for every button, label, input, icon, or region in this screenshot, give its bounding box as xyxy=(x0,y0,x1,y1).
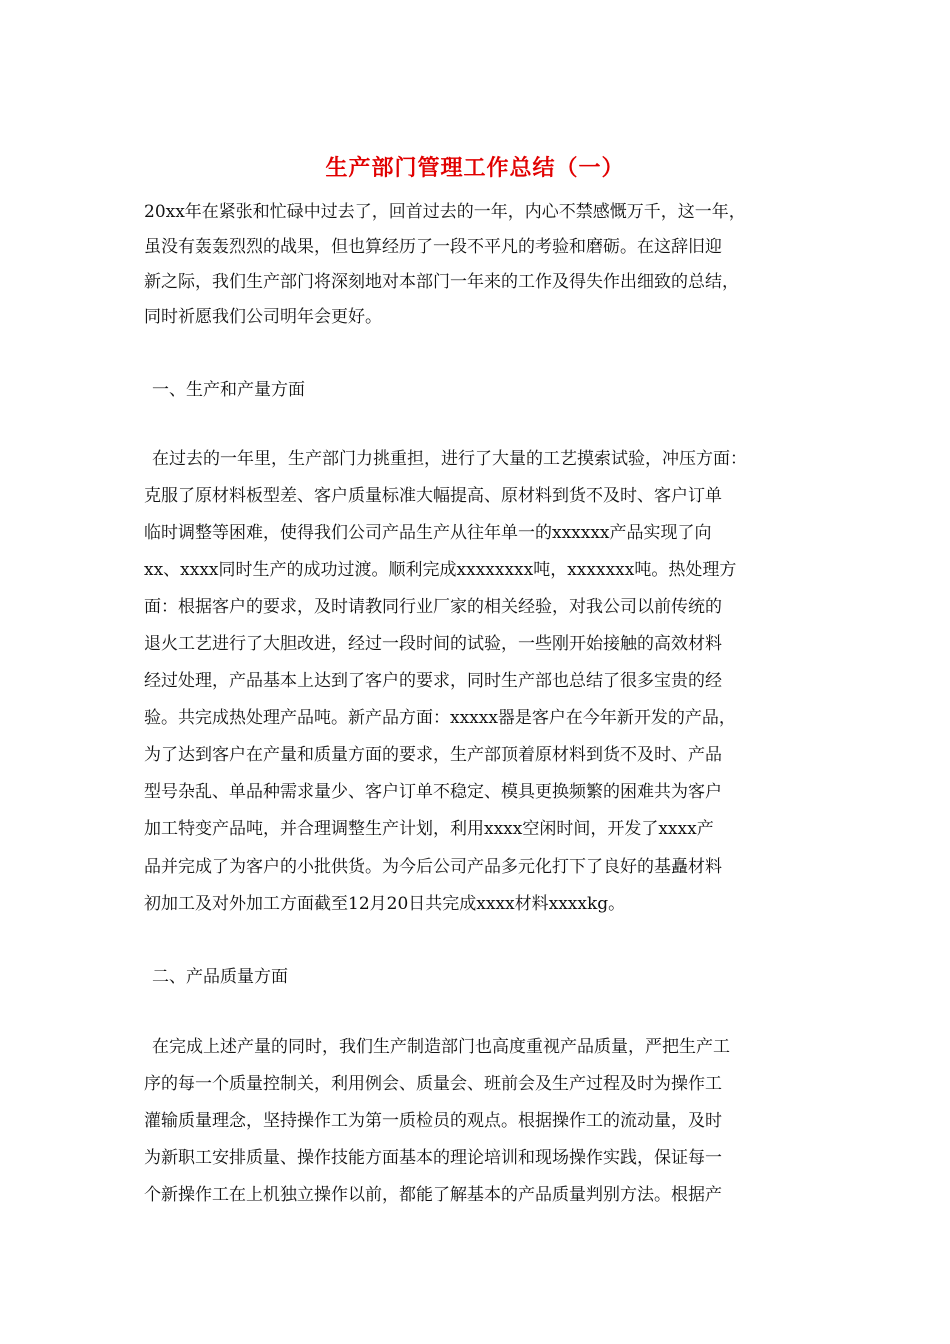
section-heading: 一、生产和产量方面 xyxy=(152,380,305,400)
paragraph-line: xx、xxxx同时生产的成功过渡。顺利完成xxxxxxxx吨，xxxxxxx吨。热处理方 xyxy=(144,560,737,580)
paragraph-line: 灌输质量理念，坚持操作工为第一质检员的观点。根据操作工的流动量，及时 xyxy=(144,1111,722,1131)
paragraph-line: 面：根据客户的要求，及时请教同行业厂家的相关经验，对我公司以前传统的 xyxy=(144,597,722,617)
intro-line: 新之际，我们生产部门将深刻地对本部门一年来的工作及得失作出细致的总结， xyxy=(144,272,739,292)
paragraph-line: 经过处理，产品基本上达到了客户的要求，同时生产部也总结了很多宝贵的经 xyxy=(144,671,722,691)
paragraph-line: 序的每一个质量控制关，利用例会、质量会、班前会及生产过程及时为操作工 xyxy=(144,1074,722,1094)
paragraph-line: 型号杂乱、单品种需求量少、客户订单不稳定、模具更换频繁的困难共为客户 xyxy=(144,782,722,802)
paragraph-line: 在过去的一年里，生产部门力挑重担，进行了大量的工艺摸索试验，冲压方面： xyxy=(152,449,747,469)
paragraph-line: 初加工及对外加工方面截至12月20日共完成xxxx材料xxxxkg。 xyxy=(144,894,626,914)
paragraph-line: 加工特变产品吨，并合理调整生产计划，利用xxxx空闲时间，开发了xxxx产 xyxy=(144,819,714,839)
paragraph-line: 为新职工安排质量、操作技能方面基本的理论培训和现场操作实践，保证每一 xyxy=(144,1148,722,1168)
intro-line: 虽没有轰轰烈烈的战果，但也算经历了一段不平凡的考验和磨砺。在这辞旧迎 xyxy=(144,237,722,257)
document-title: 生产部门管理工作总结（一） xyxy=(325,155,625,181)
intro-line: 同时祈愿我们公司明年会更好。 xyxy=(144,307,382,327)
paragraph-line: 退火工艺进行了大胆改进，经过一段时间的试验，一些刚开始接触的高效材料 xyxy=(144,634,722,654)
section-heading: 二、产品质量方面 xyxy=(152,967,288,987)
paragraph-line: 个新操作工在上机独立操作以前，都能了解基本的产品质量判别方法。根据产 xyxy=(144,1185,722,1205)
paragraph-line: 验。共完成热处理产品吨。新产品方面：xxxxx器是客户在今年新开发的产品， xyxy=(144,708,736,728)
intro-line: 20xx年在紧张和忙碌中过去了，回首过去的一年，内心不禁感慨万千，这一年， xyxy=(144,202,746,222)
paragraph-line: 品并完成了为客户的小批供货。为今后公司产品多元化打下了良好的基矗材料 xyxy=(144,857,722,877)
paragraph-line: 克服了原材料板型差、客户质量标准大幅提高、原材料到货不及时、客户订单 xyxy=(144,486,722,506)
paragraph-line: 临时调整等困难，使得我们公司产品生产从往年单一的xxxxxx产品实现了向 xyxy=(144,523,712,543)
paragraph-line: 在完成上述产量的同时，我们生产制造部门也高度重视产品质量，严把生产工 xyxy=(152,1037,730,1057)
paragraph-line: 为了达到客户在产量和质量方面的要求，生产部顶着原材料到货不及时、产品 xyxy=(144,745,722,765)
